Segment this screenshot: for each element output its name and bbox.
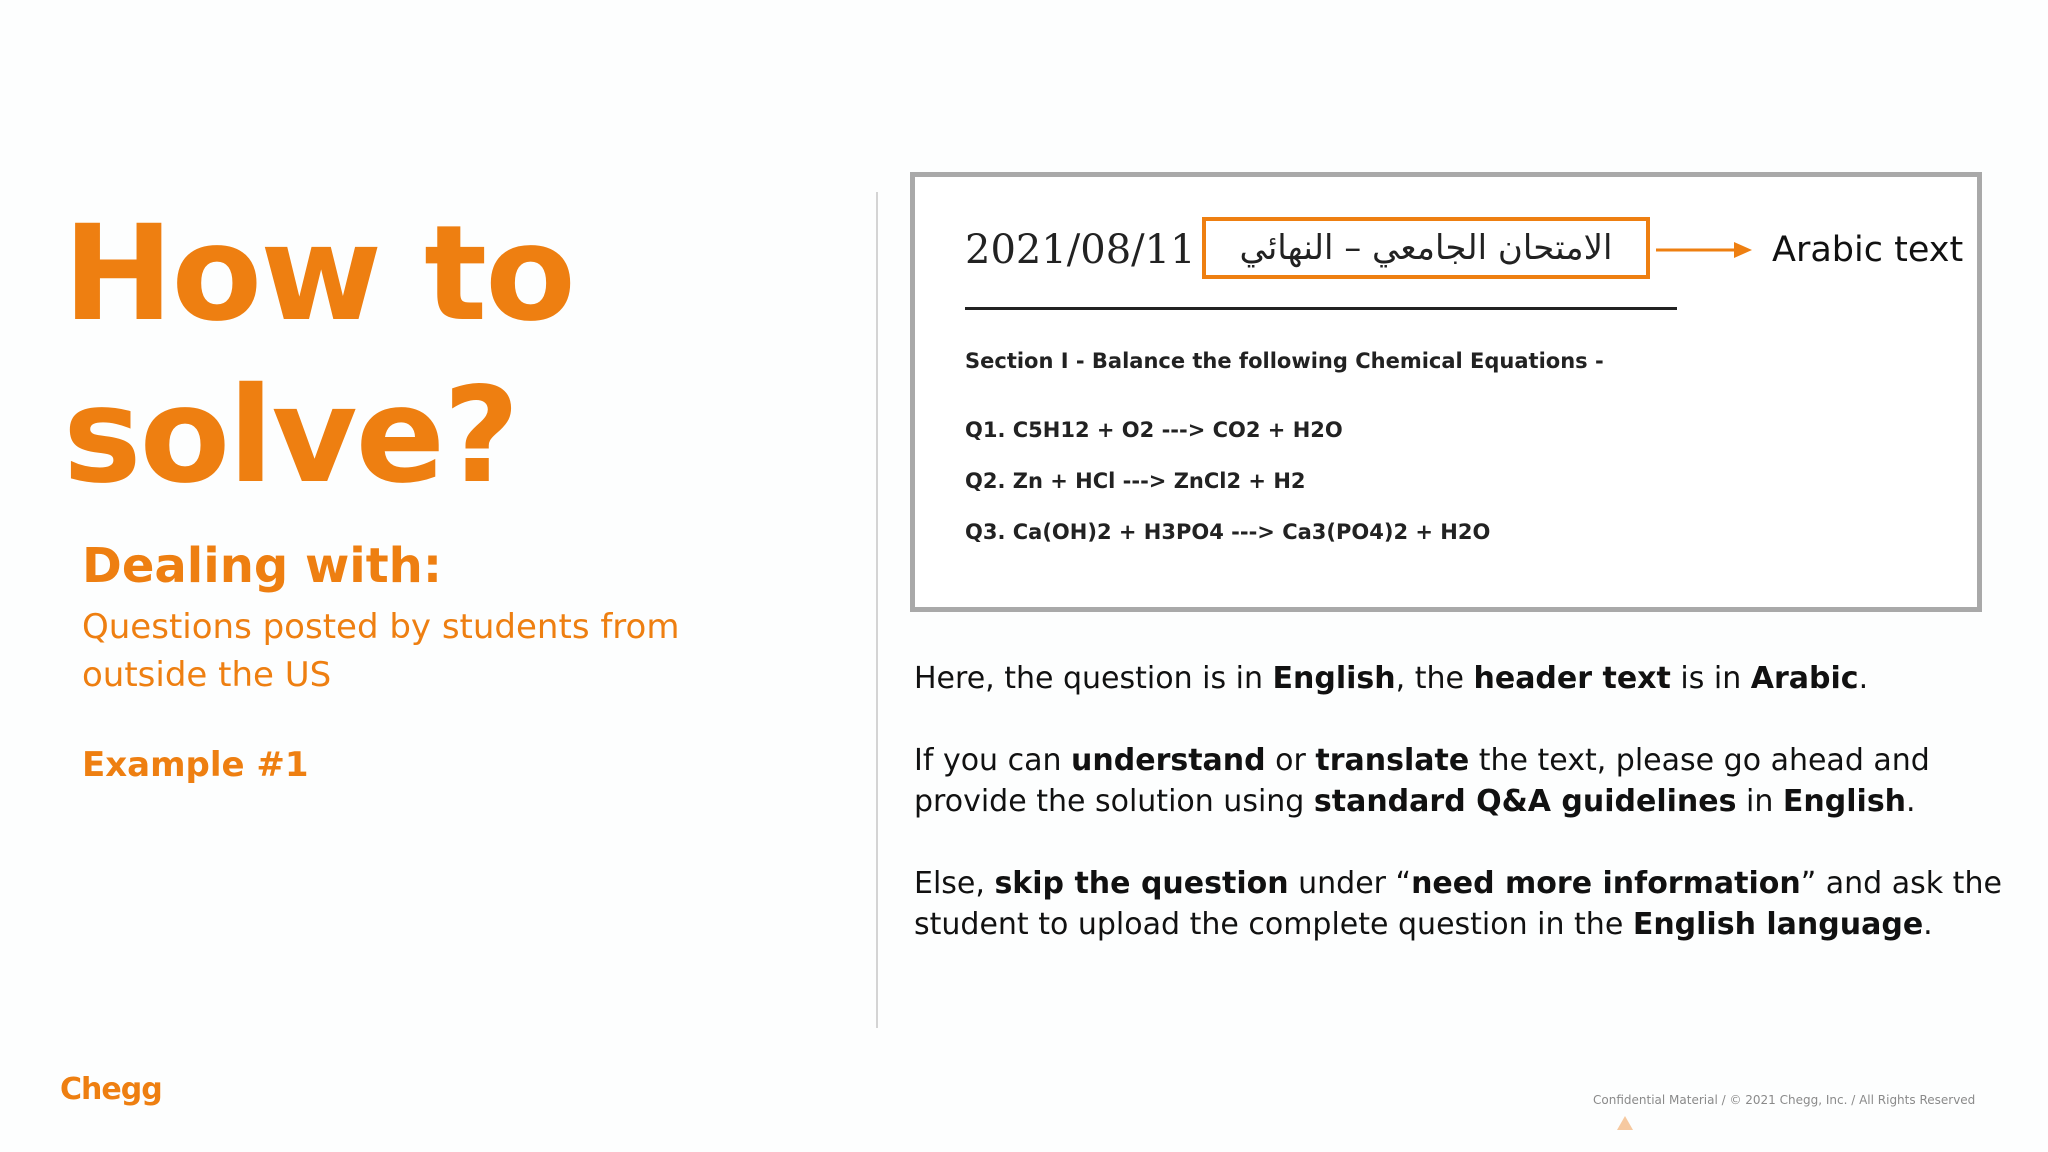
text-run: . <box>1858 661 1869 696</box>
chegg-logo: Chegg <box>60 1072 162 1107</box>
text-run: under “ <box>1288 866 1412 901</box>
bold-run: header text <box>1473 661 1671 696</box>
bold-run: skip the question <box>994 866 1289 901</box>
bold-run: English language <box>1632 907 1924 942</box>
bold-run: standard Q&A guidelines <box>1313 784 1737 819</box>
arabic-header-text: الامتحان الجامعي – النهائي <box>1239 228 1613 268</box>
text-run: . <box>1923 907 1933 942</box>
arrow-right-icon <box>1656 238 1752 262</box>
bold-run: English <box>1782 784 1907 819</box>
exam-date: 2021/08/11 <box>965 227 1196 273</box>
exam-question-2: Q2. Zn + HCl ---> ZnCl2 + H2 <box>965 469 1306 493</box>
exam-question-1: Q1. C5H12 + O2 ---> CO2 + H2O <box>965 418 1343 442</box>
arabic-header-highlight <box>1202 217 1650 279</box>
vertical-divider <box>876 192 878 1028</box>
slide-title-line-1: How to <box>63 197 574 351</box>
bold-run: understand <box>1071 743 1266 778</box>
text-run: is in <box>1670 661 1751 696</box>
text-run: Here, the question is in <box>914 661 1273 696</box>
text-run: Else, <box>914 866 995 901</box>
confidential-footer: Confidential Material / © 2021 Chegg, Inc. / All Rights Reserved <box>1593 1093 1976 1107</box>
explanation-paragraph-2 <box>914 740 2024 822</box>
exam-question-3: Q3. Ca(OH)2 + H3PO4 ---> Ca3(PO4)2 + H2O <box>965 520 1491 544</box>
text-run: or <box>1265 743 1316 778</box>
text-run: in <box>1736 784 1783 819</box>
exam-header-rule <box>965 307 1677 310</box>
subheading: Dealing with: <box>82 538 443 594</box>
text-run: . <box>1906 784 1916 819</box>
text-run: ” and ask the student to upload the complete question in the <box>914 866 2002 942</box>
text-run: the text, please go ahead and provide the solution using <box>914 743 1930 819</box>
triangle-marker-icon <box>1617 1116 1633 1130</box>
explanation-paragraph-1 <box>914 658 2024 699</box>
subheading-description: Questions posted by students from outside the US <box>82 607 680 695</box>
text-run: , the <box>1395 661 1474 696</box>
bold-run: need more information <box>1411 866 1801 901</box>
example-label: Example #1 <box>82 745 309 785</box>
text-run: If you can <box>914 743 1072 778</box>
exam-section-title: Section I - Balance the following Chemical Equations - <box>965 349 1604 373</box>
bold-run: translate <box>1315 743 1470 778</box>
bold-run: English <box>1272 661 1396 696</box>
slide-title-line-2: solve? <box>63 359 518 513</box>
explanation-paragraph-3 <box>914 863 2024 945</box>
bold-run: Arabic <box>1750 661 1859 696</box>
arabic-text-label: Arabic text <box>1772 230 1964 270</box>
